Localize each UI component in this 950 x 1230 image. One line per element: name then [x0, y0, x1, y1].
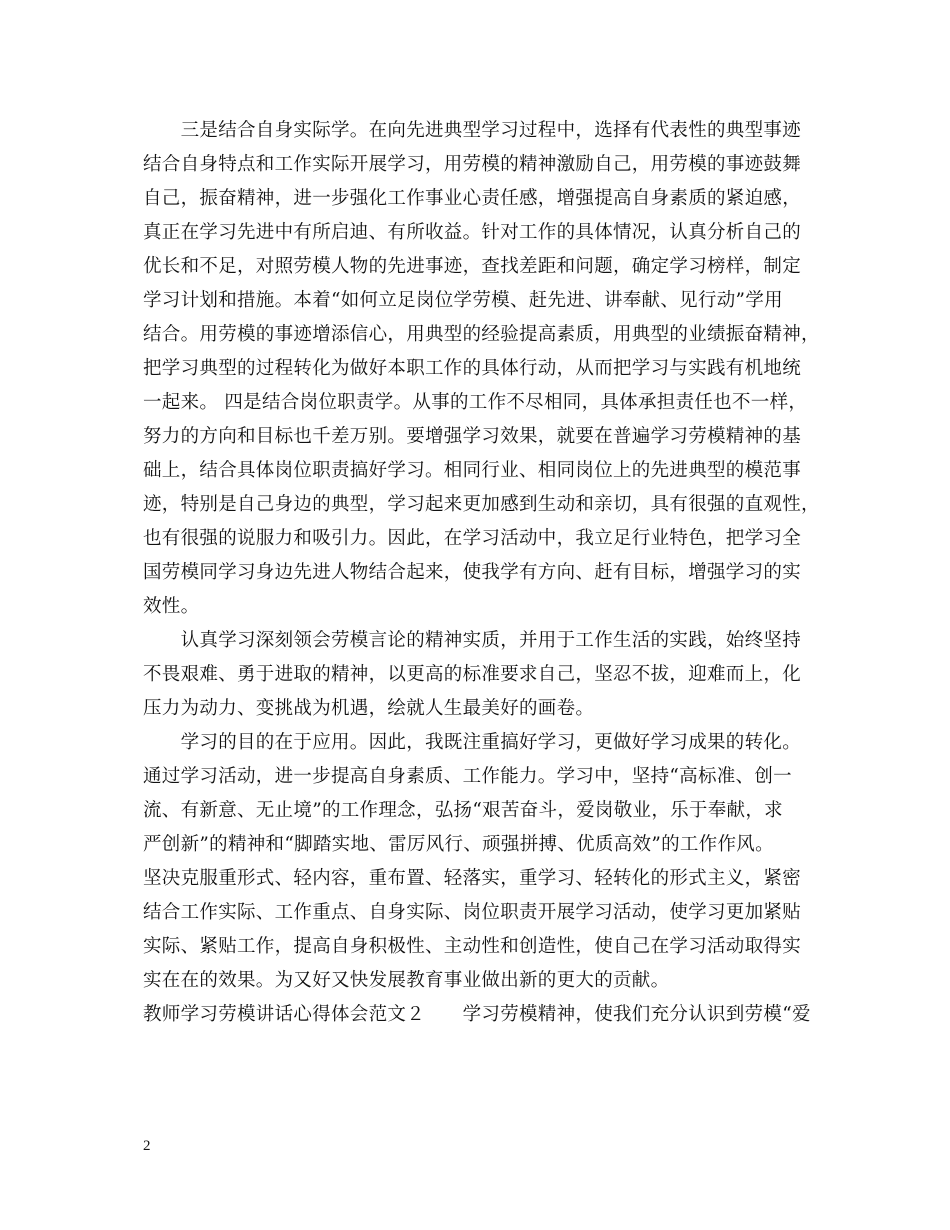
text-line: 坚决克服重形式、轻内容，重布置、轻落实，重学习、轻转化的形式主义，紧密: [143, 868, 802, 889]
text-line: 学习计划和措施。本着“如何立足岗位学劳模、赶先进、讲奉献、见行动”学用: [143, 290, 783, 311]
text-line: 础上，结合具体岗位职责搞好学习。相同行业、相同岗位上的先进典型的模范事: [143, 460, 802, 481]
text-line: 自己，振奋精神，进一步强化工作事业心责任感，增强提高自身素质的紧迫感，: [143, 188, 802, 209]
text-line: 迹，特别是自己身边的典型，学习起来更加感到生动和亲切，具有很强的直观性，: [143, 494, 820, 515]
text-line: 三是结合自身实际学。在向先进典型学习过程中，选择有代表性的典型事迹: [143, 120, 802, 141]
text-line: 效性。: [143, 596, 200, 617]
text-line: 流、有新意、无止境”的工作理念，弘扬“艰苦奋斗，爱岗敬业，乐于奉献，求: [143, 800, 783, 821]
text-line: 也有很强的说服力和吸引力。因此，在学习活动中，我立足行业特色，把学习全: [143, 528, 802, 549]
text-line: 国劳模同学习身边先进人物结合起来，使我学有方向、赶有目标，增强学习的实: [143, 562, 802, 583]
text-line: 努力的方向和目标也千差万别。要增强学习效果，就要在普遍学习劳模精神的基: [143, 426, 802, 447]
text-line: 结合工作实际、工作重点、自身实际、岗位职责开展学习活动，使学习更加紧贴: [143, 902, 802, 923]
text-line: 学习的目的在于应用。因此，我既注重搞好学习，更做好学习成果的转化。: [143, 732, 802, 753]
page-number: 2: [143, 1138, 151, 1154]
text-line: 认真学习深刻领会劳模言论的精神实质，并用于工作生活的实践，始终坚持: [143, 630, 802, 651]
text-line: 真正在学习先进中有所启迪、有所收益。针对工作的具体情况，认真分析自己的: [143, 222, 802, 243]
text-line: 把学习典型的过程转化为做好本职工作的具体行动，从而把学习与实践有机地统: [143, 358, 802, 379]
text-line: 实际、紧贴工作，提高自身积极性、主动性和创造性，使自己在学习活动取得实: [143, 936, 802, 957]
text-line: 教师学习劳模讲话心得体会范文２ 学习劳模精神，使我们充分认识到劳模“爱: [143, 1004, 811, 1025]
text-line: 压力为动力、变挑战为机遇，绘就人生最美好的画卷。: [143, 698, 595, 719]
text-line: 一起来。 四是结合岗位职责学。从事的工作不尽相同，具体承担责任也不一样，: [143, 392, 808, 413]
text-line: 结合自身特点和工作实际开展学习，用劳模的精神激励自己，用劳模的事迹鼓舞: [143, 154, 802, 175]
text-line: 优长和不足，对照劳模人物的先进事迹，查找差距和问题，确定学习榜样，制定: [143, 256, 802, 277]
text-line: 不畏艰难、勇于进取的精神，以更高的标准要求自己，坚忍不拔，迎难而上，化: [143, 664, 802, 685]
text-line: 严创新”的精神和“脚踏实地、雷厉风行、顽强拼搏、优质高效”的工作作风。: [143, 834, 774, 855]
text-line: 结合。用劳模的事迹增添信心，用典型的经验提高素质，用典型的业绩振奋精神，: [143, 324, 820, 345]
text-line: 实在在的效果。为又好又快发展教育事业做出新的更大的贡献。: [143, 970, 670, 991]
text-line: 通过学习活动，进一步提高自身素质、工作能力。学习中，坚持“高标准、创一: [143, 766, 792, 787]
